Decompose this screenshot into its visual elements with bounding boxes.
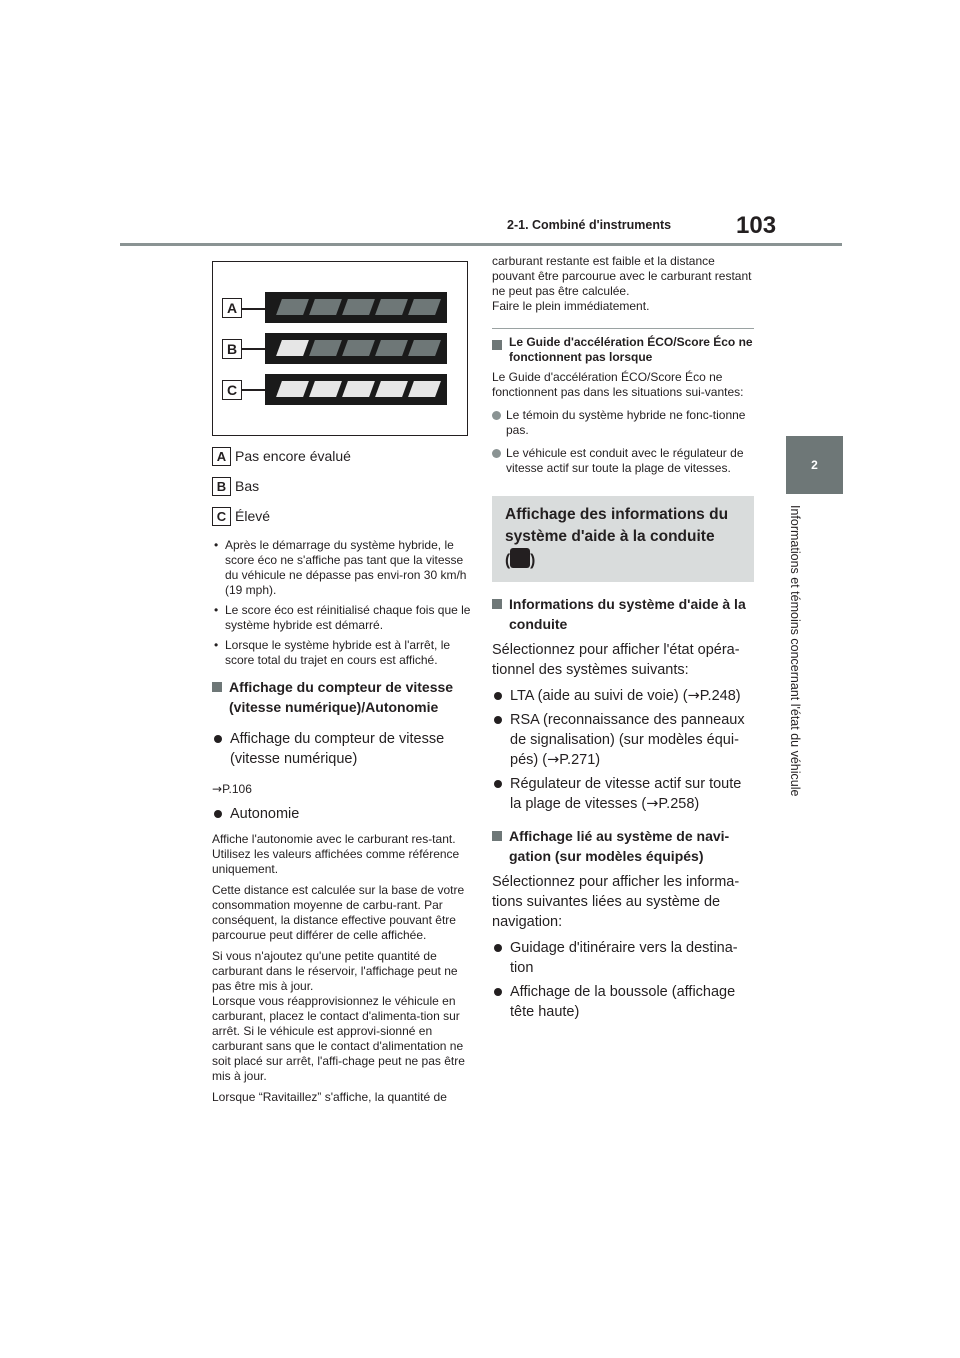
legend-item — [212, 446, 474, 466]
figure-leader-line — [242, 389, 266, 391]
eco-score-segment — [276, 340, 309, 356]
eco-score-segment — [276, 299, 309, 315]
eco-score-segment — [342, 340, 375, 356]
navigation-item: Affichage de la boussole (affichage tête haute) — [492, 982, 754, 1022]
eco-score-bar — [265, 292, 447, 323]
navigation-item: Guidage d'itinéraire vers la destina-tion — [492, 938, 754, 978]
chapter-side-title-text: Informations et témoins concernant l'état du véhicule — [788, 505, 802, 797]
eco-score-segment — [375, 381, 408, 397]
assist-item — [492, 710, 754, 770]
autonomy-paragraph: Si vous n'ajoutez qu'une petite quantité de carburant dans le réservoir, l'affichage peut ne pas être mis à jour. Lorsque vous réapprovisionnez le véhicule en carburant, placez le contact d'alimenta-tion sur arrêt. Si le véhicule est approvi-sionné en carburant sans que le contact d'alimentation ne soit placé sur arrêt, l'affi-chage peut ne pas être mis à jour. — [212, 949, 465, 1083]
driving-assist-icon — [510, 548, 530, 568]
assist-section-title: Affichage des informations du système d'aide à la conduite — [505, 506, 729, 545]
page-ref-link[interactable]: P.106 — [222, 782, 252, 796]
autonomy-paragraph: Cette distance est calculée sur la base de votre consommation moyenne de carbu-rant. Par conséquent, la distance effective pouvant être parcourue peut différer de celle affichée. — [212, 883, 465, 942]
note-item: • Après le démarrage du système hybride, le score éco ne s'affiche pas tant que la vitesse du véhicule ne dépasse pas envi-ron 30 km/h (19 mph). — [212, 538, 474, 598]
legend-key: A — [212, 447, 231, 466]
autonomy-paragraph: Affiche l'autonomie avec le carburant res-tant. Utilisez les valeurs affichées comme référence uniquement. — [212, 832, 460, 876]
figure-leader-line — [242, 308, 266, 310]
eco-score-segment — [309, 381, 342, 397]
ref-arrow-icon: → — [687, 688, 700, 704]
note-item: • Le score éco est réinitialisé chaque fois que le système hybride est démarré. — [212, 603, 474, 633]
ref-arrow-icon: → — [646, 796, 659, 812]
assist-item-close: ) — [694, 796, 700, 812]
eco-condition-item: Le véhicule est conduit avec le régulateur de vitesse actif sur toute la plage de vitesses. — [492, 446, 754, 476]
speed-item-speedometer: Affichage du compteur de vitesse (vitesse numérique) — [212, 729, 474, 769]
eco-score-bar — [265, 333, 447, 364]
eco-score-segment — [309, 299, 342, 315]
eco-score-segment — [375, 299, 408, 315]
chapter-tab: 2 — [786, 436, 843, 494]
left-column — [212, 261, 474, 1105]
page-ref-link[interactable]: P.271 — [559, 752, 596, 768]
header-rule — [120, 243, 842, 246]
legend-item — [212, 506, 474, 526]
speed-heading: Affichage du compteur de vitesse (vitesse numérique)/Autonomie — [212, 677, 474, 717]
eco-score-segment — [408, 340, 441, 356]
assist-item-text: RSA (reconnaissance des panneaux de signalisation) (sur modèles équi-pés) ( — [510, 712, 745, 768]
legend-text: Pas encore évalué — [235, 448, 351, 464]
eco-score-bar — [265, 374, 447, 405]
figure-leader-line — [242, 348, 266, 350]
eco-score-segment — [408, 299, 441, 315]
eco-condition-item: Le témoin du système hybride ne fonc-tionne pas. — [492, 408, 754, 438]
figure-key: B — [222, 339, 242, 359]
chapter-side-title — [781, 505, 809, 835]
section-divider — [492, 328, 754, 329]
page-number: 103 — [736, 212, 777, 239]
legend — [212, 446, 474, 526]
page-ref-link[interactable]: P.248 — [699, 688, 736, 704]
legend-text: Élevé — [235, 508, 271, 524]
speed-item-autonomy: Autonomie — [212, 804, 474, 824]
navigation-intro: Sélectionnez pour afficher les informa-tions suivantes liées au système de navigation: — [492, 874, 740, 930]
ref-arrow-icon: → — [547, 752, 560, 768]
header-section-title: 2-1. Combiné d'instruments — [507, 218, 672, 232]
assist-item — [492, 774, 754, 814]
eco-score-figure — [212, 261, 468, 436]
eco-score-segment — [342, 381, 375, 397]
notes-list — [212, 538, 474, 668]
legend-item — [212, 476, 474, 496]
eco-heading: Le Guide d'accélération ÉCO/Score Éco ne fonctionnent pas lorsque — [492, 335, 754, 365]
assist-intro: Sélectionnez pour afficher l'état opéra-tionnel des systèmes suivants: — [492, 642, 740, 678]
navigation-heading: Affichage lié au système de navi-gation (sur modèles équipés) — [492, 826, 754, 866]
assist-open-paren: ( — [505, 552, 511, 569]
right-column — [492, 254, 754, 1022]
eco-score-segment — [276, 381, 309, 397]
autonomy-paragraph: Lorsque “Ravitaillez” s'affiche, la quantité de — [212, 1090, 447, 1104]
legend-key: C — [212, 507, 231, 526]
eco-score-segment — [309, 340, 342, 356]
assist-section-title-box — [492, 496, 754, 582]
figure-key: C — [222, 380, 242, 400]
page-ref-link[interactable]: P.258 — [658, 796, 695, 812]
assist-item-close: ) — [595, 752, 601, 768]
eco-score-segment — [408, 381, 441, 397]
eco-intro: Le Guide d'accélération ÉCO/Score Éco ne fonctionnent pas dans les situations sui-vantes: — [492, 370, 744, 399]
assist-heading: Informations du système d'aide à la conduite — [492, 594, 754, 634]
legend-key: B — [212, 477, 231, 496]
assist-item-text: Régulateur de vitesse actif sur toute la plage de vitesses ( — [510, 776, 742, 812]
speed-ref — [212, 782, 474, 797]
assist-close-paren: ) — [530, 552, 536, 569]
assist-item — [492, 686, 754, 706]
assist-item-text: LTA (aide au suivi de voie) ( — [510, 688, 688, 704]
assist-item-close: ) — [735, 688, 741, 704]
eco-score-segment — [342, 299, 375, 315]
refuel-paragraph-continued: carburant restante est faible et la distance pouvant être parcourue avec le carburant restant ne peut pas être calculée. Faire le plein immédiatement. — [492, 254, 752, 313]
note-item: • Lorsque le système hybride est à l'arrêt, le score total du trajet en cours est affiché. — [212, 638, 474, 668]
ref-arrow-icon: → — [212, 782, 223, 796]
figure-key: A — [222, 298, 242, 318]
legend-text: Bas — [235, 478, 260, 494]
eco-score-segment — [375, 340, 408, 356]
